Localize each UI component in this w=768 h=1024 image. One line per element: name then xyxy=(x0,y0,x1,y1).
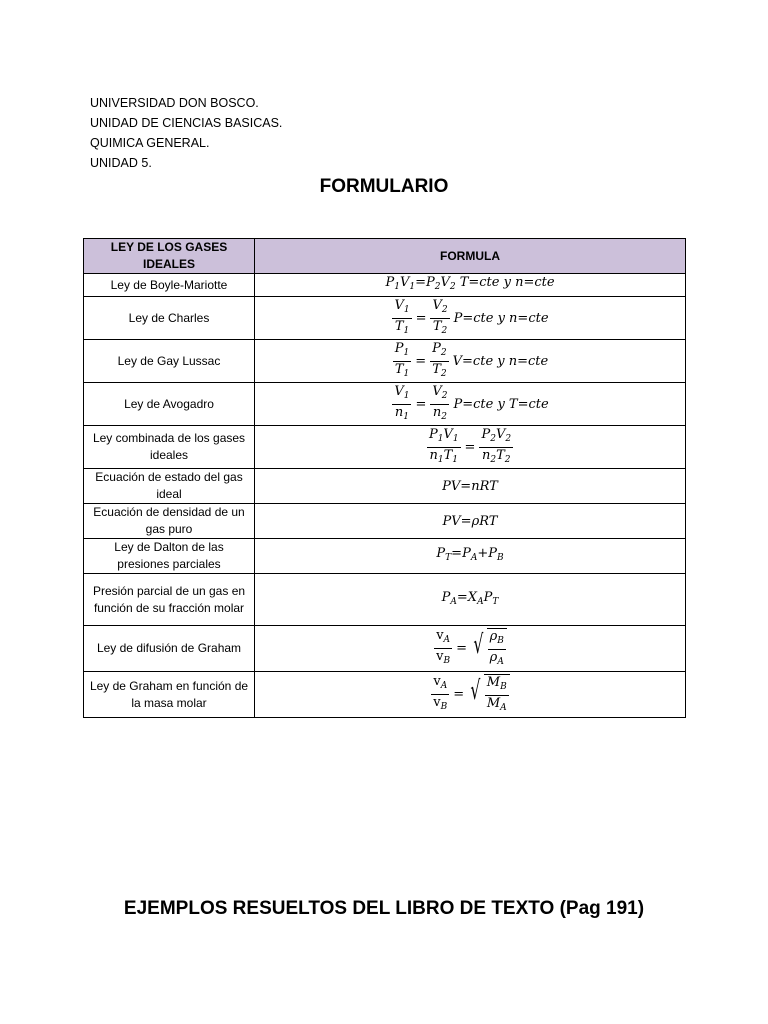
formula-cell xyxy=(255,274,686,297)
document-header xyxy=(90,93,282,173)
column-header-formula: FORMULA xyxy=(255,239,686,274)
header-line-subject: QUIMICA GENERAL. xyxy=(90,136,210,150)
table-row xyxy=(84,340,686,383)
law-name: Ley de Graham en función de la masa molar xyxy=(84,672,255,718)
column-header-law: LEY DE LOS GASES IDEALES xyxy=(84,239,255,274)
table-row xyxy=(84,504,686,539)
law-name: Ecuación de estado del gas ideal xyxy=(84,469,255,504)
law-name: Ley de Boyle-Mariotte xyxy=(84,274,255,297)
table-row xyxy=(84,574,686,626)
formula-cell xyxy=(255,504,686,539)
formula-cell xyxy=(255,672,686,718)
formula: $\frac{v_A}{v_B}$ = √ $\frac{M_B}{M_A}$ xyxy=(430,674,509,716)
table-row xyxy=(84,426,686,469)
gas-laws-table xyxy=(83,238,686,718)
formula-cell xyxy=(255,539,686,574)
formula: $P_T=P_A+P_B$ xyxy=(436,546,504,563)
formula-cell xyxy=(255,297,686,340)
table-row xyxy=(84,539,686,574)
table-header-row xyxy=(84,239,686,274)
formula: $\frac{P_1}{T_1}$ = $\frac{P_2}{T_2}$ V=cte y n=cte xyxy=(394,341,549,379)
formula: $P_A=X_AP_T$ xyxy=(441,589,499,607)
law-name: Ley de Gay Lussac xyxy=(84,340,255,383)
header-line-unit: UNIDAD DE CIENCIAS BASICAS. xyxy=(90,116,283,130)
formula: $P_1V_1=P_2V_2$ T=cte y n=cte xyxy=(385,275,555,292)
formula: PV=nRT xyxy=(442,478,498,494)
formula-cell xyxy=(255,574,686,626)
header-line-university: UNIVERSIDAD DON BOSCO. xyxy=(90,96,259,110)
law-name: Ley combinada de los gases ideales xyxy=(84,426,255,469)
formula: $\frac{V_1}{n_1}$ = $\frac{V_2}{n_2}$ P=cte y T=cte xyxy=(394,384,549,422)
law-name: Presión parcial de un gas en función de su fracción molar xyxy=(84,574,255,626)
law-name: Ley de Charles xyxy=(84,297,255,340)
formula-cell xyxy=(255,340,686,383)
table-row xyxy=(84,469,686,504)
law-name: Ecuación de densidad de un gas puro xyxy=(84,504,255,539)
table-row xyxy=(84,672,686,718)
table-row xyxy=(84,383,686,426)
table-row xyxy=(84,297,686,340)
section-title-examples: EJEMPLOS RESUELTOS DEL LIBRO DE TEXTO (Pag 191) xyxy=(123,898,645,919)
formula-cell xyxy=(255,383,686,426)
law-name: Ley de Avogadro xyxy=(84,383,255,426)
page-title: FORMULARIO xyxy=(319,176,449,197)
formula: PV=ρRT xyxy=(442,513,498,529)
law-name: Ley de difusión de Graham xyxy=(84,626,255,672)
table-row xyxy=(84,626,686,672)
formula: $\frac{V_1}{T_1}$ = $\frac{V_2}{T_2}$ P=cte y n=cte xyxy=(394,298,549,336)
header-line-unidad: UNIDAD 5. xyxy=(90,156,152,170)
formula: $\frac{v_A}{v_B}$ = √ $\frac{\rho_B}{\rho_A}$ xyxy=(433,628,507,670)
law-name: Ley de Dalton de las presiones parciales xyxy=(84,539,255,574)
formula: $\frac{P_1V_1}{n_1T_1}$ = $\frac{P_2V_2}{n_2T_2}$ xyxy=(428,427,512,465)
formula-cell xyxy=(255,469,686,504)
formula-cell xyxy=(255,426,686,469)
formula-cell xyxy=(255,626,686,672)
table-row xyxy=(84,274,686,297)
